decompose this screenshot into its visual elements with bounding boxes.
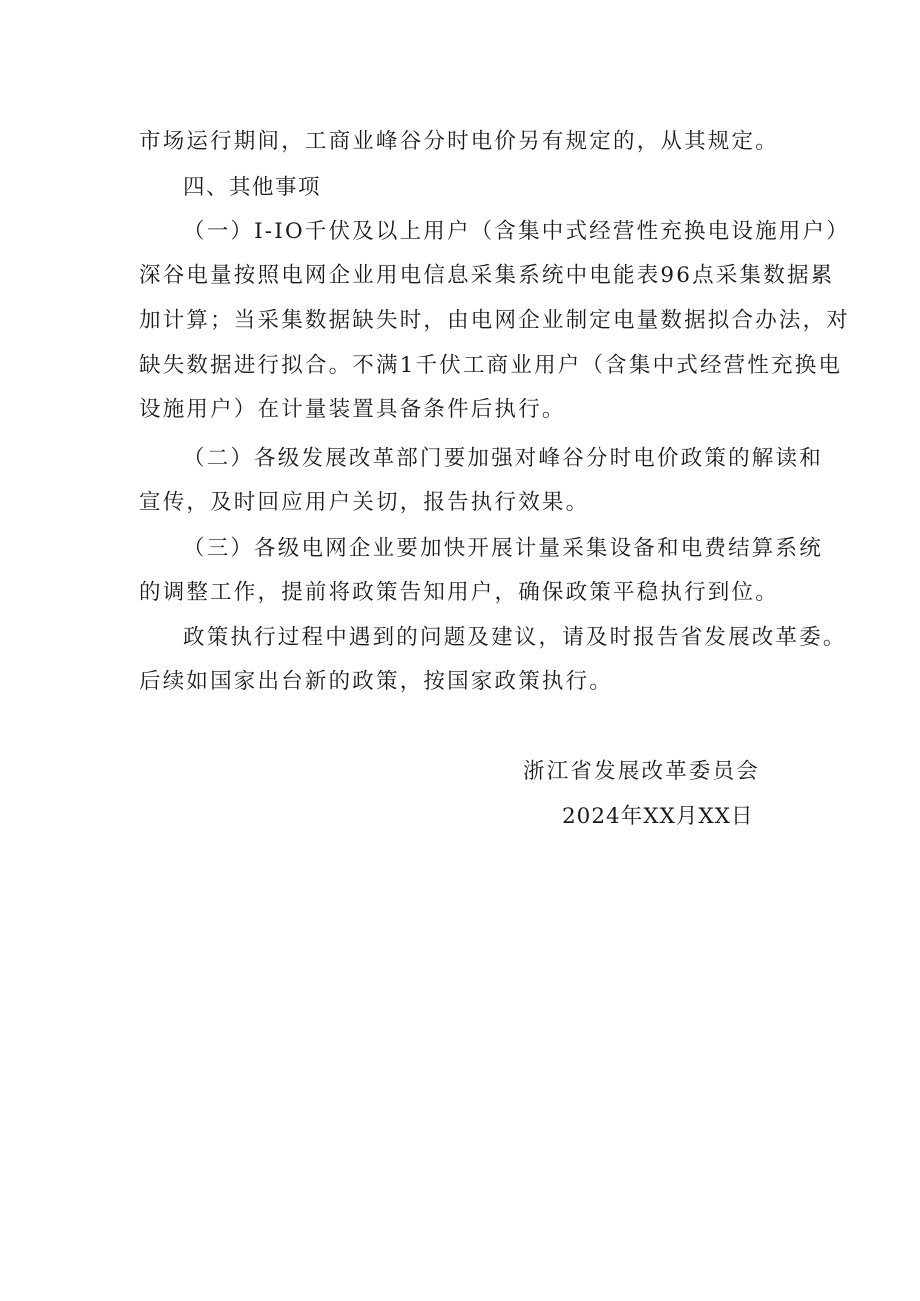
paragraph-line: 设施用户）在计量装置具备条件后执行。 <box>139 397 566 422</box>
paragraph-line: 的调整工作，提前将政策告知用户，确保政策平稳执行到位。 <box>139 580 779 605</box>
paragraph-line: 加计算；当采集数据缺失时，由电网企业制定电量数据拟合办法，对 <box>139 308 851 333</box>
paragraph-line: （一）I-IO千伏及以上用户（含集中式经营性充换电设施用户） <box>183 219 850 244</box>
signature-org: 浙江省发展改革委员会 <box>523 759 761 784</box>
paragraph-line: 政策执行过程中遇到的问题及建议，请及时报告省发展改革委。 <box>183 625 847 650</box>
paragraph-line: 宣传，及时回应用户关切，报告执行效果。 <box>139 490 590 515</box>
paragraph-line: 缺失数据进行拟合。不满1千伏工商业用户（含集中式经营性充换电 <box>139 353 843 378</box>
paragraph-line: （二）各级发展改革部门要加强对峰谷分时电价政策的解读和 <box>183 446 823 471</box>
signature-date: 2024年XX月XX日 <box>562 804 754 829</box>
section-heading: 四、其他事项 <box>183 175 322 200</box>
paragraph-line: （三）各级电网企业要加快开展计量采集设备和电费结算系统 <box>183 536 823 561</box>
paragraph-line: 深谷电量按照电网企业用电信息采集系统中电能表96点采集数据累 <box>139 263 835 288</box>
paragraph-line: 后续如国家出台新的政策，按国家政策执行。 <box>139 669 614 694</box>
paragraph-line: 市场运行期间，工商业峰谷分时电价另有规定的，从其规定。 <box>139 129 779 154</box>
